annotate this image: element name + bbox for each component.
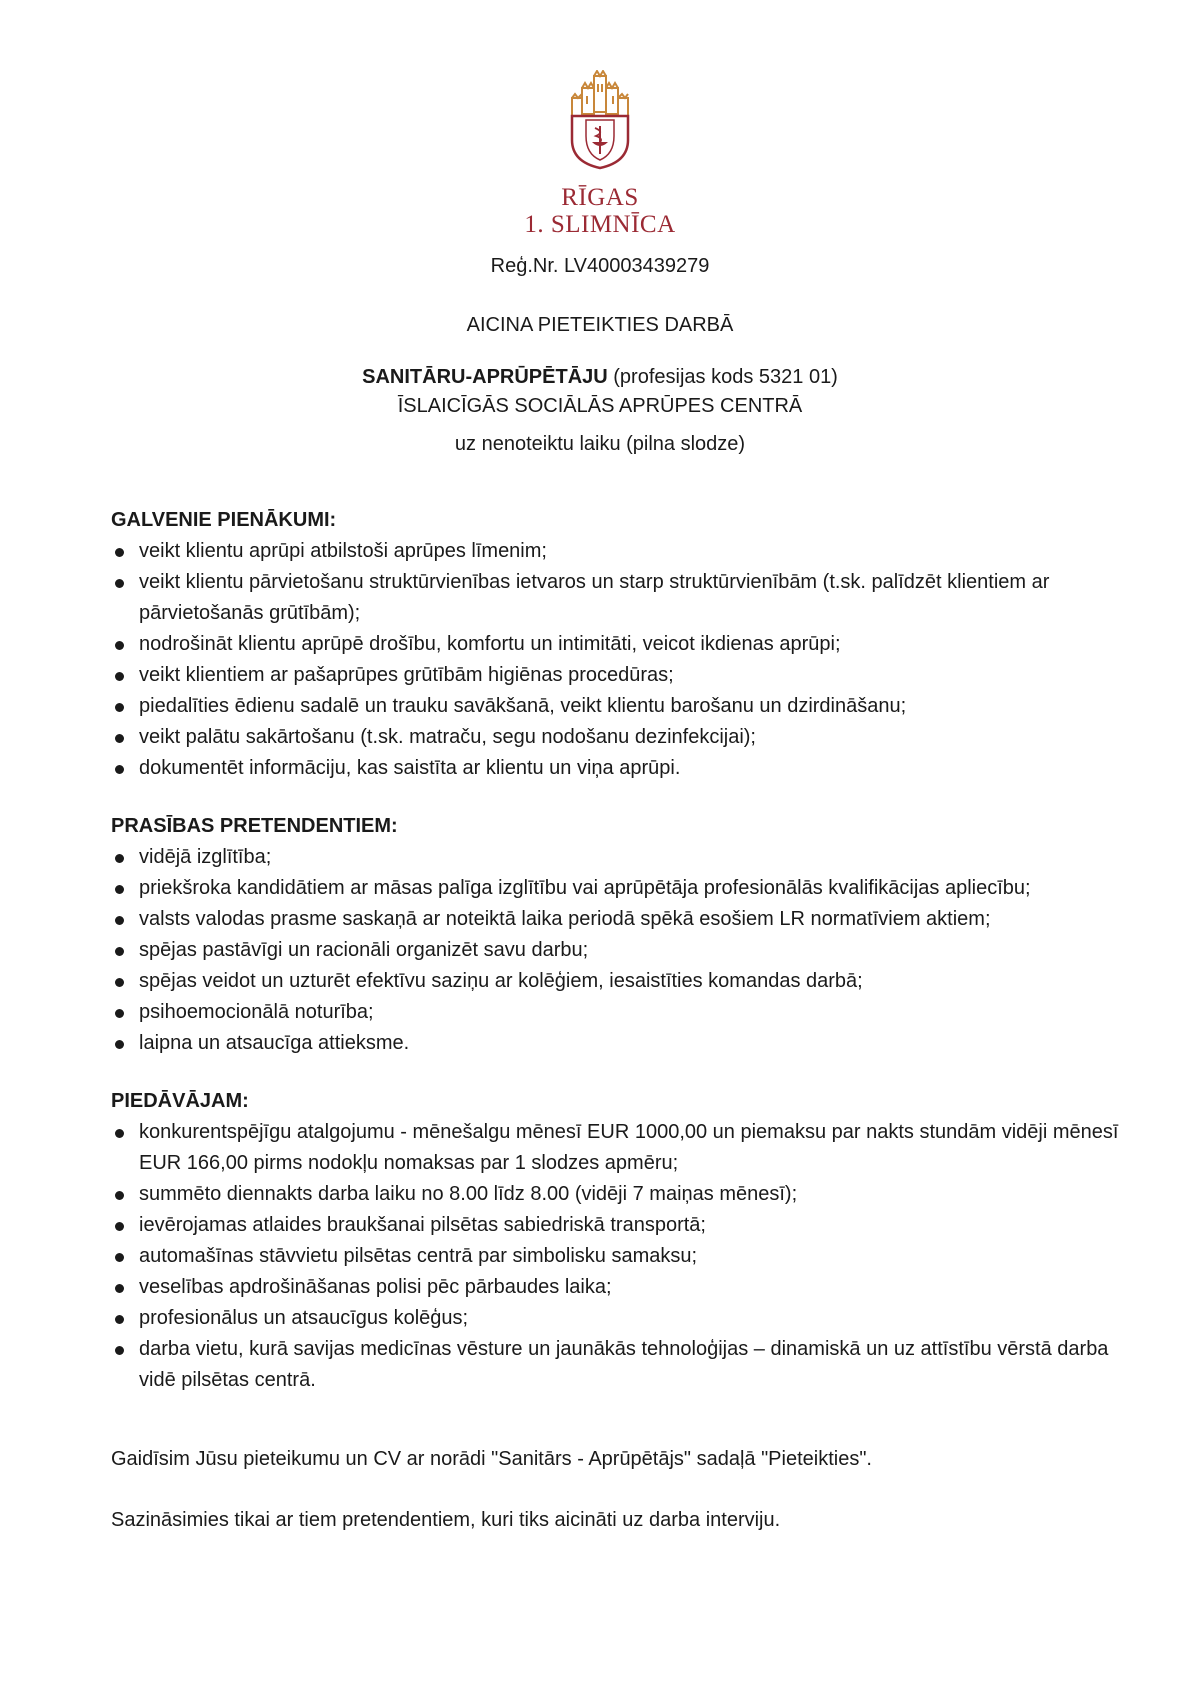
offer-section <box>111 1086 1143 1396</box>
list-item: spējas pastāvīgi un racionāli organizēt savu darbu; <box>111 935 1143 966</box>
position-duration: uz nenoteiktu laiku (pilna slodze) <box>454 433 746 455</box>
application-instructions: Gaidīsim Jūsu pieteikumu un CV ar norādi "Sanitārs - Aprūpētājs" sadaļā "Pieteikties". <box>111 1448 872 1470</box>
logo-text-line2: 1. SLIMNĪCA <box>524 211 676 238</box>
hospital-logo <box>0 70 1200 238</box>
position-unit: ĪSLAICĪGĀS SOCIĀLĀS APRŪPES CENTRĀ <box>397 395 803 417</box>
list-item: laipna un atsaucīga attieksme. <box>111 1028 1143 1059</box>
list-item: priekšroka kandidātiem ar māsas palīga izglītību vai aprūpētāja profesionālās kvalifikācijas apliecību; <box>111 873 1143 904</box>
list-item: veikt klientu aprūpi atbilstoši aprūpes līmenim; <box>111 536 1143 567</box>
offer-title: PIEDĀVĀJAM: <box>111 1090 249 1112</box>
list-item: valsts valodas prasme saskaņā ar noteiktā laika periodā spēkā esošiem LR normatīviem aktiem; <box>111 904 1143 935</box>
list-item: darba vietu, kurā savijas medicīnas vēsture un jaunākās tehnoloģijas – dinamiskā un uz attīstību vērstā darba vidē pilsētas centrā. <box>111 1334 1143 1396</box>
list-item: veikt klientiem ar pašaprūpes grūtībām higiēnas procedūras; <box>111 660 1143 691</box>
list-item: nodrošināt klientu aprūpē drošību, komfortu un intimitāti, veicot ikdienas aprūpi; <box>111 629 1143 660</box>
list-item: spējas veidot un uzturēt efektīvu saziņu ar kolēģiem, iesaistīties komandas darbā; <box>111 966 1143 997</box>
contact-note: Sazināsimies tikai ar tiem pretendentiem, kuri tiks aicināti uz darba interviju. <box>111 1509 781 1531</box>
logo-text-line1: RĪGAS <box>561 184 639 211</box>
duties-list <box>111 536 1143 784</box>
list-item: veselības apdrošināšanas polisi pēc pārbaudes laika; <box>111 1272 1143 1303</box>
list-item: ievērojamas atlaides braukšanai pilsētas sabiedriskā transportā; <box>111 1210 1143 1241</box>
list-item: psihoemocionālā noturība; <box>111 997 1143 1028</box>
requirements-list <box>111 842 1143 1059</box>
duties-title: GALVENIE PIENĀKUMI: <box>111 509 337 531</box>
list-item: automašīnas stāvvietu pilsētas centrā par simbolisku samaksu; <box>111 1241 1143 1272</box>
invite-heading: AICINA PIETEIKTIES DARBĀ <box>466 314 734 336</box>
position-block <box>0 363 1200 421</box>
profession-code: (profesijas kods 5321 01) <box>607 366 838 388</box>
requirements-title: PRASĪBAS PRETENDENTIEM: <box>111 815 398 837</box>
registration-number: Reģ.Nr. LV40003439279 <box>490 255 710 277</box>
list-item: dokumentēt informāciju, kas saistīta ar klientu un viņa aprūpi. <box>111 753 1143 784</box>
list-item: veikt palātu sakārtošanu (t.sk. matraču, segu nodošanu dezinfekcijai); <box>111 722 1143 753</box>
list-item: summēto diennakts darba laiku no 8.00 līdz 8.00 (vidēji 7 maiņas mēnesī); <box>111 1179 1143 1210</box>
list-item: profesionālus un atsaucīgus kolēģus; <box>111 1303 1143 1334</box>
list-item: veikt klientu pārvietošanu struktūrvienības ietvaros un starp struktūrvienībām (t.sk. palīdzēt klientiem ar pārvietošanās grūtībām); <box>111 567 1143 629</box>
position-title-line <box>0 363 1200 392</box>
job-content <box>111 505 1143 1423</box>
list-item: konkurentspējīgu atalgojumu - mēnešalgu mēnesī EUR 1000,00 un piemaksu par nakts stundām vidēji mēnesī EUR 166,00 pirms nodokļu nomaksas par 1 slodzes apmēru; <box>111 1117 1143 1179</box>
duties-section <box>111 505 1143 784</box>
offer-list <box>111 1117 1143 1396</box>
hospital-emblem-icon <box>568 70 632 170</box>
position-title: SANITĀRU-APRŪPĒTĀJU <box>362 366 608 388</box>
requirements-section <box>111 811 1143 1059</box>
list-item: piedalīties ēdienu sadalē un trauku savākšanā, veikt klientu barošanu un dzirdināšanu; <box>111 691 1143 722</box>
list-item: vidējā izglītība; <box>111 842 1143 873</box>
